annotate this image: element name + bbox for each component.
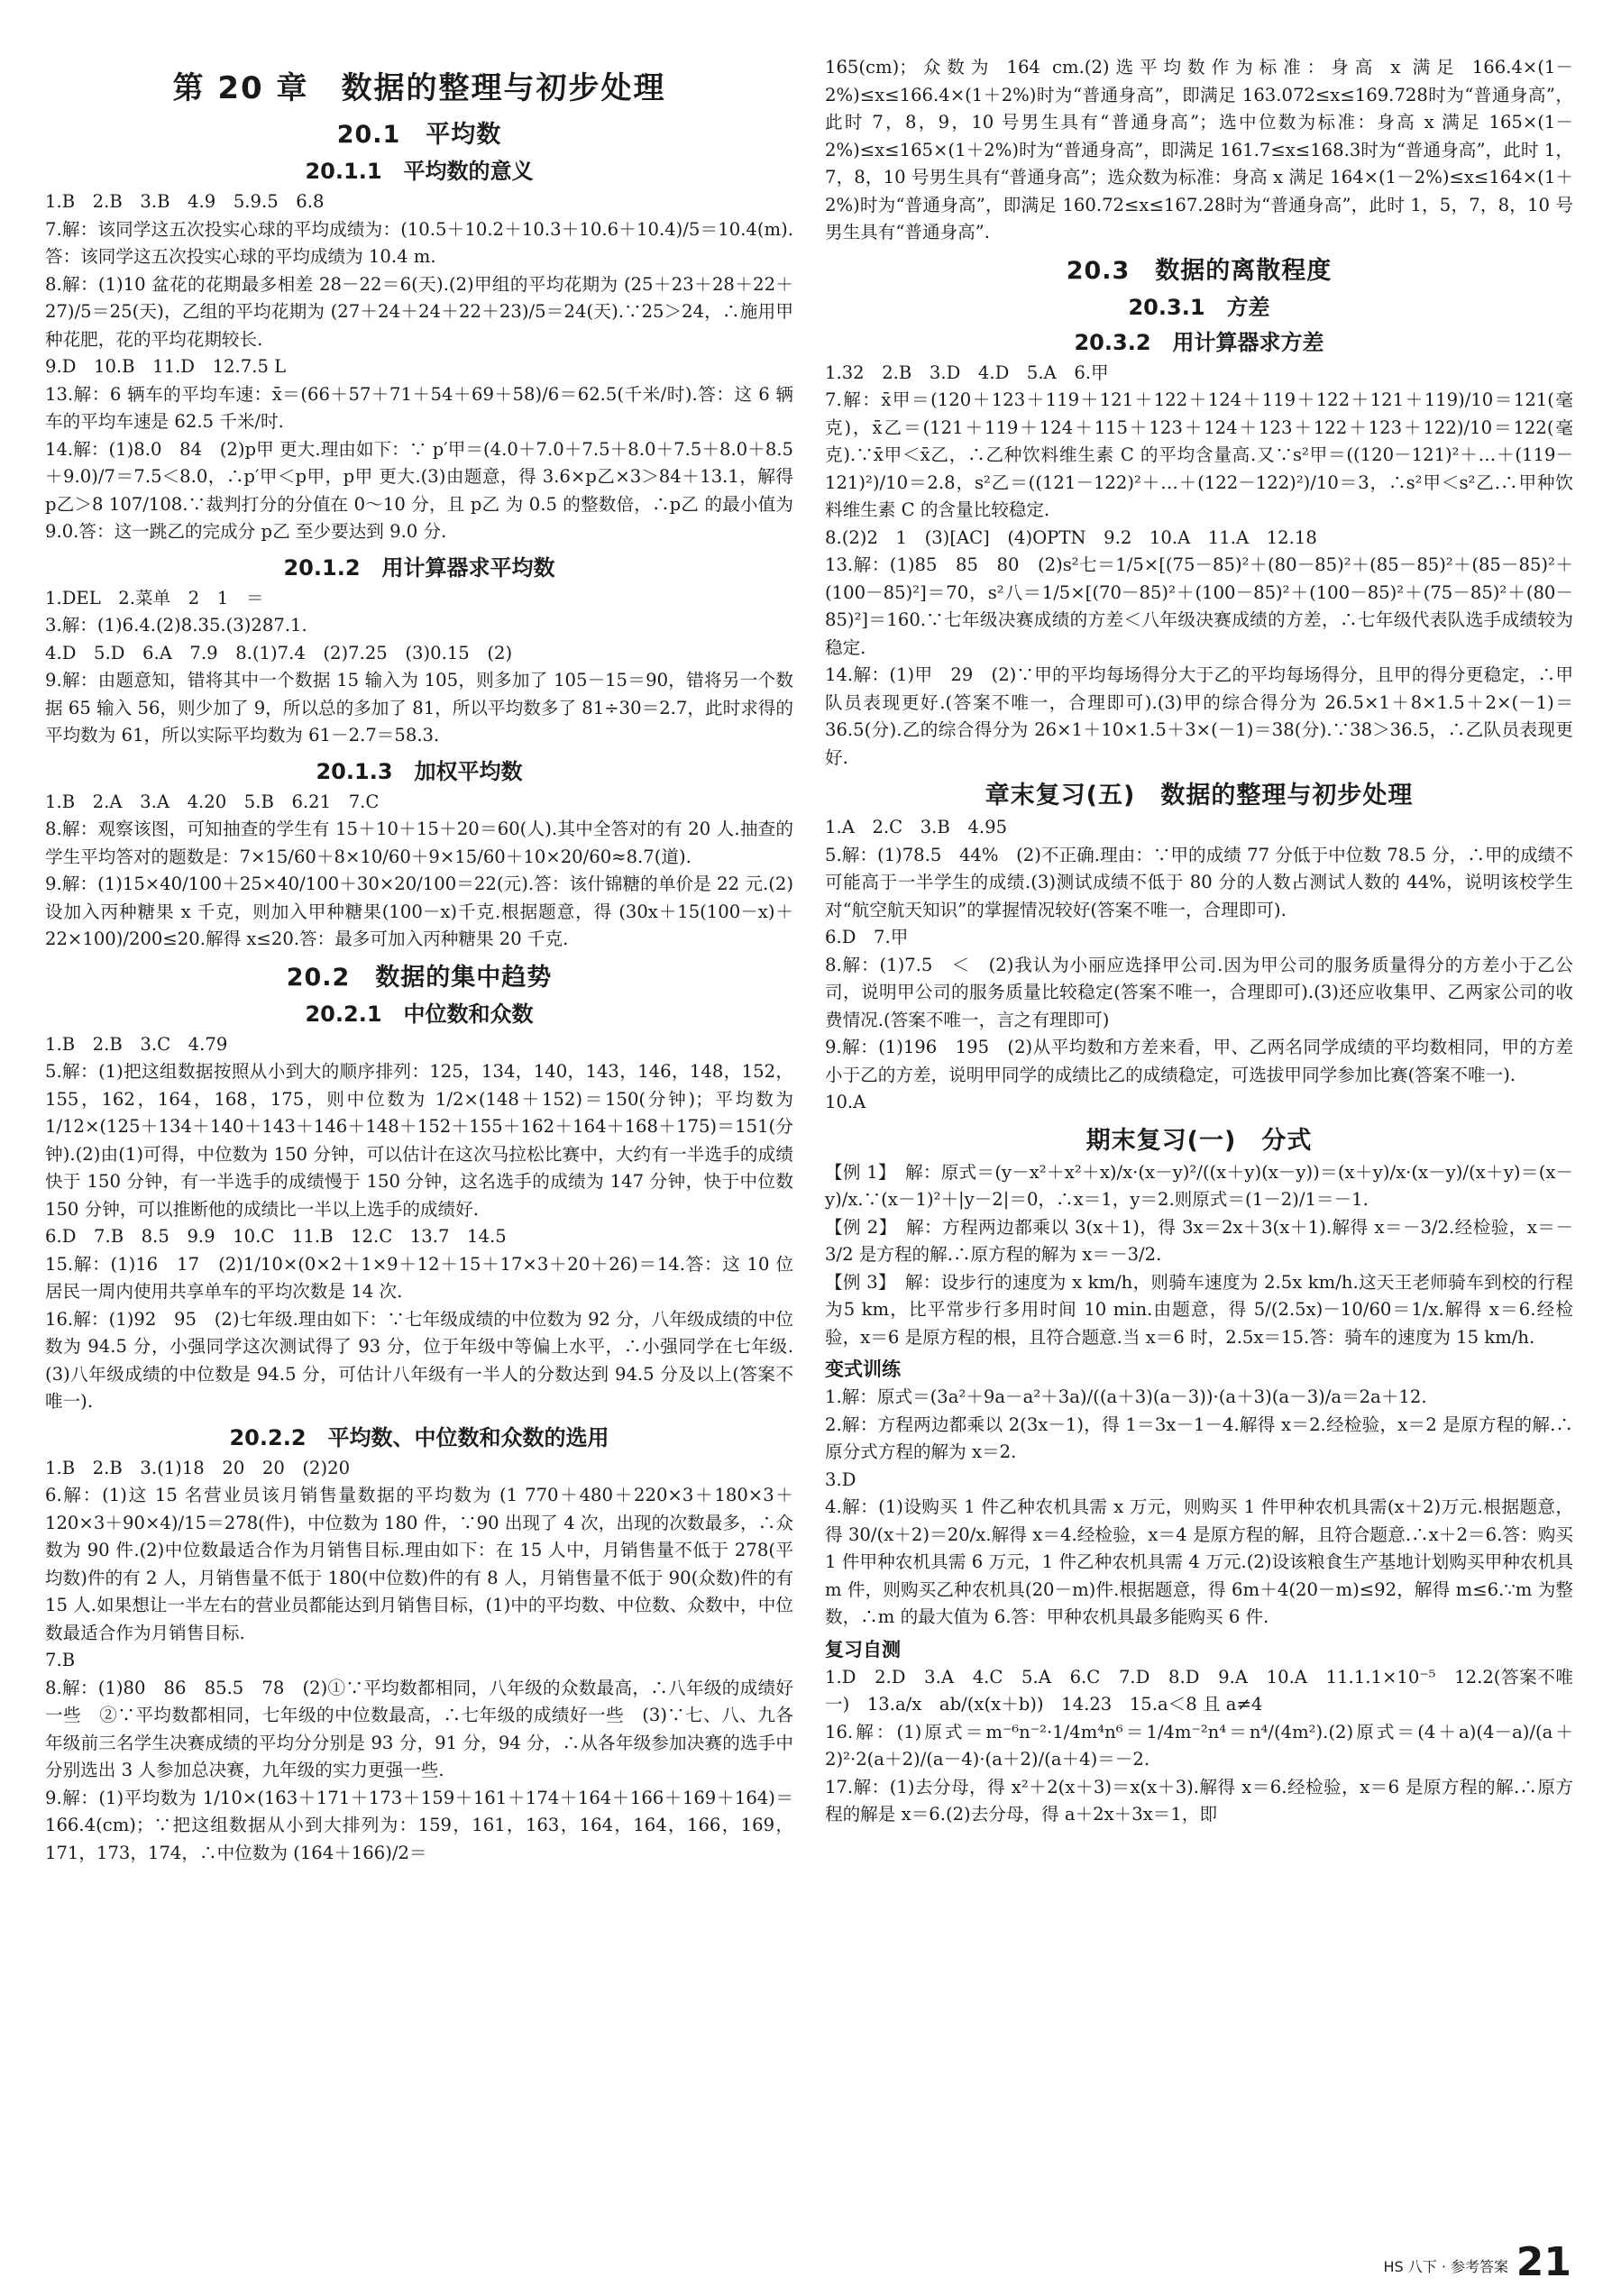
footer-code: HS 八下 · 参考答案: [1383, 2258, 1508, 2275]
answer-paragraph: 1.A 2.C 3.B 4.95: [825, 817, 1008, 837]
answer-paragraph: 7.解：x̄甲＝(120＋123＋119＋121＋122＋124＋119＋122＋121＋119)/10＝121(毫克)，x̄乙＝(121＋119＋124＋115＋123＋124＋123＋122＋123＋122)/10＝122(毫克).∵x̄甲＜x̄乙，∴乙种饮料维生素 C 的平均含量高.又∵s²甲＝((120－121)²＋…＋(119－121)²)/10＝2.8，s²乙＝((121－122)²＋…＋(122－122)²)/10＝3，∴s²甲＜s²乙.∴甲种饮料维生素 C 的含量比较稳定.: [825, 389, 1573, 520]
answer-paragraph: 5.解：(1)78.5 44% (2)不正确.理由：∵甲的成绩 77 分低于中位数 78.5 分，∴甲的成绩不可能高于一半学生的成绩.(3)测试成绩不低于 80 分的人数占测试人数的 44%，说明该校学生对“航空航天知识”的掌握情况较好(答案不唯一，合理即可).: [825, 844, 1573, 920]
answer-paragraph: 5.解：(1)把这组数据按照从小到大的顺序排列：125，134，140，143，146，148，152，155，162，164，168，175，则中位数为 1/2×(148＋152)＝150(分钟)；平均数为 1/12×(125＋134＋140＋143＋146＋148＋152＋155＋162＋164＋168＋175)＝151(分钟).(2)由(1)可得，中位数为 150 分钟，可以估计在这次马拉松比赛中，大约有一半选手的成绩快于 150 分钟，有一半选手的成绩慢于 150 分钟，这名选手的成绩为 147 分钟，快于中位数 150 分钟，可以推断他的成绩比一半以上选手的成绩好.: [45, 1061, 793, 1220]
answer-paragraph: 9.解：由题意知，错将其中一个数据 15 输入为 105，则多加了 105－15＝90，错将另一个数据 65 输入 56，则少加了 9，所以总的多加了 81，所以平均数多了 81÷30＝2.7，此时求得的平均数为 61，所以实际平均数为 61－2.7＝58.3.: [45, 670, 793, 746]
answer-paragraph: 9.解：(1)平均数为 1/10×(163＋171＋173＋159＋161＋174＋164＋166＋169＋164)＝166.4(cm)；∵把这组数据从小到大排列为：159，161，163，164，164，166，169，171，173，174，∴中位数为 (164＋166)/2＝: [45, 1787, 793, 1863]
answer-paragraph: 4.D 5.D 6.A 7.9 8.(1)7.4 (2)7.25 (3)0.15 (2): [45, 642, 513, 663]
section-title: 20.3 数据的离散程度: [1066, 256, 1333, 285]
answer-paragraph: 6.D 7.甲: [825, 927, 909, 947]
answer-paragraph: 1.D 2.D 3.A 4.C 5.A 6.C 7.D 8.D 9.A 10.A 11.1.1×10⁻⁵ 12.2(答案不唯一) 13.a/x ab/(x(x＋b)) 14.23 15.a＜8 且 a≠4: [825, 1666, 1573, 1715]
section-title: 章末复习(五) 数据的整理与初步处理: [985, 782, 1414, 810]
answer-paragraph: 14.解：(1)8.0 84 (2)p甲 更大.理由如下：∵ p′甲＝(4.0＋7.0＋7.5＋8.0＋7.5＋8.0＋8.5＋9.0)/7＝7.5＜8.0，∴p′甲＜p甲，p甲 更大.(3)由题意，得 3.6×p乙×3＞84＋13.1，解得 p乙＞8 107/108.∵裁判打分的分值在 0～10 分，且 p乙 为 0.5 的整数倍，∴p乙 的最小值为 9.0.答：这一跳乙的完成分 p乙 至少要达到 9.0 分.: [45, 438, 793, 542]
section-title: 20.2 数据的集中趋势: [286, 963, 553, 992]
answer-paragraph: 1.B 2.A 3.A 4.20 5.B 6.21 7.C: [45, 791, 380, 812]
answer-paragraph: 1.解：原式＝(3a²＋9a－a²＋3a)/((a＋3)(a－3))·(a＋3)(a－3)/a＝2a＋12.: [825, 1386, 1427, 1407]
answer-paragraph: 16.解：(1)92 95 (2)七年级.理由如下：∵七年级成绩的中位数为 92 分，八年级成绩的中位数为 94.5 分，小强同学这次测试得了 93 分，位于年级中等偏上水平，∴小强同学在七年级.(3)八年级成绩的中位数是 94.5 分，可估计八年级有一半人的分数达到 94.5 分及以上(答案不唯一).: [45, 1308, 793, 1412]
answer-paragraph: 8.(2)2 1 (3)[AC] (4)OPTN 9.2 10.A 11.A 12.18: [825, 526, 1317, 548]
answer-paragraph: 8.解：(1)7.5 ＜ (2)我认为小丽应选择甲公司.因为甲公司的服务质量得分的方差小于乙公司，说明甲公司的服务质量比较稳定(答案不唯一，合理即可).(3)还应收集甲、乙两家公司的收费情况.(答案不唯一，言之有理即可): [825, 954, 1573, 1030]
answer-paragraph: 【例 1】 解：原式＝(y－x²＋x²＋x)/x·(x－y)²/((x＋y)(x－y))＝(x＋y)/x·(x－y)/(x＋y)＝(x－y)/x.∵(x－1)²＋|y－2|＝0，∴x＝1，y＝2.则原式＝(1－2)/1＝－1.: [825, 1161, 1573, 1210]
subsection-title: 20.3.1 方差: [1128, 294, 1270, 320]
subsection-title: 20.1.1 平均数的意义: [305, 159, 534, 184]
answer-paragraph: 9.D 10.B 11.D 12.7.5 L: [45, 356, 287, 377]
page-number: 21: [1516, 2239, 1571, 2285]
answer-paragraph: 8.解：(1)80 86 85.5 78 (2)①∵平均数都相同，八年级的众数最高，∴八年级的成绩好一些 ②∵平均数都相同，七年级的中位数最高，∴七年级的成绩好一些 (3)∵七、八、九各年级前三名学生决赛成绩的平均分分别是 93 分，91 分，94 分，∴从各年级参加决赛的选手中分别选出 3 人参加总决赛，九年级的实力更强一些.: [45, 1677, 793, 1780]
subsection-title: 20.1.2 用计算器求平均数: [283, 554, 555, 581]
answer-paragraph: 7.B: [45, 1650, 76, 1670]
label: 复习自测: [825, 1638, 901, 1660]
right-column: [825, 54, 1573, 1829]
answer-paragraph: 10.A: [825, 1092, 866, 1112]
answer-paragraph: 8.解：(1)10 盆花的花期最多相差 28－22＝6(天).(2)甲组的平均花期为 (25＋23＋28＋22＋27)/5＝25(天)，乙组的平均花期为 (27＋24＋24＋22＋23)/5＝24(天).∵25＞24，∴施用甲种花肥，花的平均花期较长.: [45, 273, 793, 350]
answer-paragraph: 1.B 2.B 3.C 4.79: [45, 1033, 228, 1055]
answer-paragraph: 165(cm)；众数为 164 cm.(2)选平均数作为标准：身高 x 满足 166.4×(1－2%)≤x≤166.4×(1＋2%)时为“普通身高”，即满足 163.072≤x≤169.728时为“普通身高”，此时 7，8，9，10 号男生具有“普通身高”；选中位数为标准：身高 x 满足 165×(1－2%)≤x≤165×(1＋2%)时为“普通身高”，即满足 161.7≤x≤168.3时为“普通身高”，此时 1，7，8，10 号男生具有“普通身高”；选众数为标准：身高 x 满足 164×(1－2%)≤x≤164×(1＋2%)时为“普通身高”，即满足 160.72≤x≤167.28时为“普通身高”，此时 1，5，7，8，10 号男生具有“普通身高”.: [825, 57, 1573, 242]
answer-paragraph: 7.解：该同学这五次投实心球的平均成绩为：(10.5＋10.2＋10.3＋10.6＋10.4)/5＝10.4(m).答：该同学这五次投实心球的平均成绩为 10.4 m.: [45, 218, 793, 267]
answer-paragraph: 6.解：(1)这 15 名营业员该月销售量数据的平均数为 (1 770＋480＋220×3＋180×3＋120×3＋90×4)/15＝278(件)，中位数为 180 件，∵90 出现了 4 次，出现的次数最多，∴众数为 90 件.(2)中位数最适合作为月销售目标.理由如下：在 15 人中，月销售量不低于 278(平均数)件的有 2 人，月销售量不低于 180(中位数)件的有 8 人，月销售量不低于 90(众数)件的有 15 人.如果想让一半左右的营业员都能达到月销售目标，(1)中的平均数、中位数、众数中，中位数最适合作为月销售目标.: [45, 1485, 793, 1643]
answer-paragraph: 3.解：(1)6.4.(2)8.35.(3)287.1.: [45, 615, 307, 636]
left-column: [45, 54, 793, 1867]
subsection-title: 20.2.1 中位数和众数: [305, 1001, 534, 1027]
subsection-title: 20.1.3 加权平均数: [316, 758, 523, 784]
answer-paragraph: 15.解：(1)16 17 (2)1/10×(0×2＋1×9＋12＋15＋17×3＋20＋26)＝14.答：这 10 位居民一周内使用共享单车的平均次数是 14 次.: [45, 1253, 793, 1302]
section-title: 20.1 平均数: [336, 121, 502, 149]
chapter-title: 第 20 章 数据的整理与初步处理: [172, 70, 666, 106]
answer-paragraph: 13.解：6 辆车的平均车速：x̄＝(66＋57＋71＋54＋69＋58)/6＝62.5(千米/时).答：这 6 辆车的平均车速是 62.5 千米/时.: [45, 383, 793, 432]
answer-paragraph: 16.解：(1)原式＝m⁻⁶n⁻²·1/4m⁴n⁶＝1/4m⁻²n⁴＝n⁴/(4m²).(2)原式＝(4＋a)(4－a)/(a＋2)²·2(a＋2)/(a－4)·(a＋2)/(a＋4)＝－2.: [825, 1721, 1573, 1770]
answer-paragraph: 8.解：观察该图，可知抽查的学生有 15＋10＋15＋20＝60(人).其中全答对的有 20 人.抽查的学生平均答对的题数是：7×15/60＋8×10/60＋9×15/60＋10×20/60≈8.7(道).: [45, 819, 793, 867]
answer-paragraph: 14.解：(1)甲 29 (2)∵甲的平均每场得分大于乙的平均每场得分，且甲的得分更稳定，∴甲队员表现更好.(答案不唯一，合理即可).(3)甲的综合得分为 26.5×1＋8×1.5＋2×(－1)＝36.5(分).乙的综合得分为 26×1＋10×1.5＋3×(－1)＝38(分).∵38＞36.5，∴乙队员表现更好.: [825, 664, 1573, 768]
answer-paragraph: 1.DEL 2.菜单 2 1 ＝: [45, 587, 264, 608]
subsection-title: 20.3.2 用计算器求方差: [1074, 329, 1324, 355]
answer-paragraph: 4.解：(1)设购买 1 件乙种农机具需 x 万元，则购买 1 件甲种农机具需(x＋2)万元.根据题意，得 30/(x＋2)＝20/x.解得 x＝4.经检验，x＝4 是原方程的解，且符合题意.∴x＋2＝6.答：购买 1 件甲种农机具需 6 万元，1 件乙种农机具需 4 万元.(2)设该粮食生产基地计划购买甲种农机具 m 件，则购买乙种农机具(20－m)件.根据题意，得 6m＋4(20－m)≤92，解得 m≤6.∵m 为整数，∴m 的最大值为 6.答：甲种农机具最多能购买 6 件.: [825, 1496, 1573, 1627]
answer-paragraph: 【例 3】 解：设步行的速度为 x km/h，则骑车速度为 2.5x km/h.这天王老师骑车到校的行程为5 km，比平常步行多用时间 10 min.由题意，得 5/(2.5x)－10/60＝1/x.解得 x＝6.经检验，x＝6 是原方程的根，且符合题意.当 x＝6 时，2.5x＝15.答：骑车的速度为 15 km/h.: [825, 1271, 1573, 1348]
answer-paragraph: 【例 2】 解：方程两边都乘以 3(x＋1)，得 3x＝2x＋3(x＋1).解得 x＝－3/2.经检验，x＝－3/2 是方程的解.∴原方程的解为 x＝－3/2.: [825, 1216, 1573, 1265]
answer-paragraph: 2.解：方程两边都乘以 2(3x－1)，得 1＝3x－1－4.解得 x＝2.经检验，x＝2 是原方程的解.∴原分式方程的解为 x＝2.: [825, 1413, 1573, 1462]
answer-paragraph: 1.32 2.B 3.D 4.D 5.A 6.甲: [825, 361, 1109, 383]
subsection-title: 20.2.2 平均数、中位数和众数的选用: [229, 1424, 609, 1450]
label: 变式训练: [825, 1358, 901, 1380]
section-title: 期末复习(一) 分式: [1085, 1126, 1313, 1155]
answer-paragraph: 1.B 2.B 3.B 4.9 5.9.5 6.8: [45, 191, 325, 212]
answer-paragraph: 1.B 2.B 3.(1)18 20 20 (2)20: [45, 1457, 351, 1478]
answer-paragraph: 9.解：(1)15×40/100＋25×40/100＋30×20/100＝22(元).答：该什锦糖的单价是 22 元.(2)设加入丙种糖果 x 千克，则加入甲种糖果(100－x)千克.根据题意，得 (30x＋15(100－x)＋22×100)/200≤20.解得 x≤20.答：最多可加入丙种糖果 20 千克.: [45, 874, 793, 949]
answer-paragraph: 9.解：(1)196 195 (2)从平均数和方差来看，甲、乙两名同学成绩的平均数相同，甲的方差小于乙的方差，说明甲同学的成绩比乙的成绩稳定，可选拔甲同学参加比赛(答案不唯一).: [825, 1037, 1573, 1085]
answer-paragraph: 6.D 7.B 8.5 9.9 10.C 11.B 12.C 13.7 14.5: [45, 1226, 507, 1247]
answer-paragraph: 13.解：(1)85 85 80 (2)s²七＝1/5×[(75－85)²＋(80－85)²＋(85－85)²＋(85－85)²＋(100－85)²]＝70，s²八＝1/5×[(70－85)²＋(100－85)²＋(100－85)²＋(75－85)²＋(80－85)²]＝160.∵七年级决赛成绩的方差＜八年级决赛成绩的方差，∴七年级代表队选手成绩较为稳定.: [825, 554, 1573, 658]
answer-paragraph: 17.解：(1)去分母，得 x²＋2(x＋3)＝x(x＋3).解得 x＝6.经检验，x＝6 是原方程的解.∴原方程的解是 x＝6.(2)去分母，得 a＋2x＋3x＝1，即: [825, 1776, 1573, 1825]
answer-paragraph: 3.D: [825, 1468, 856, 1490]
